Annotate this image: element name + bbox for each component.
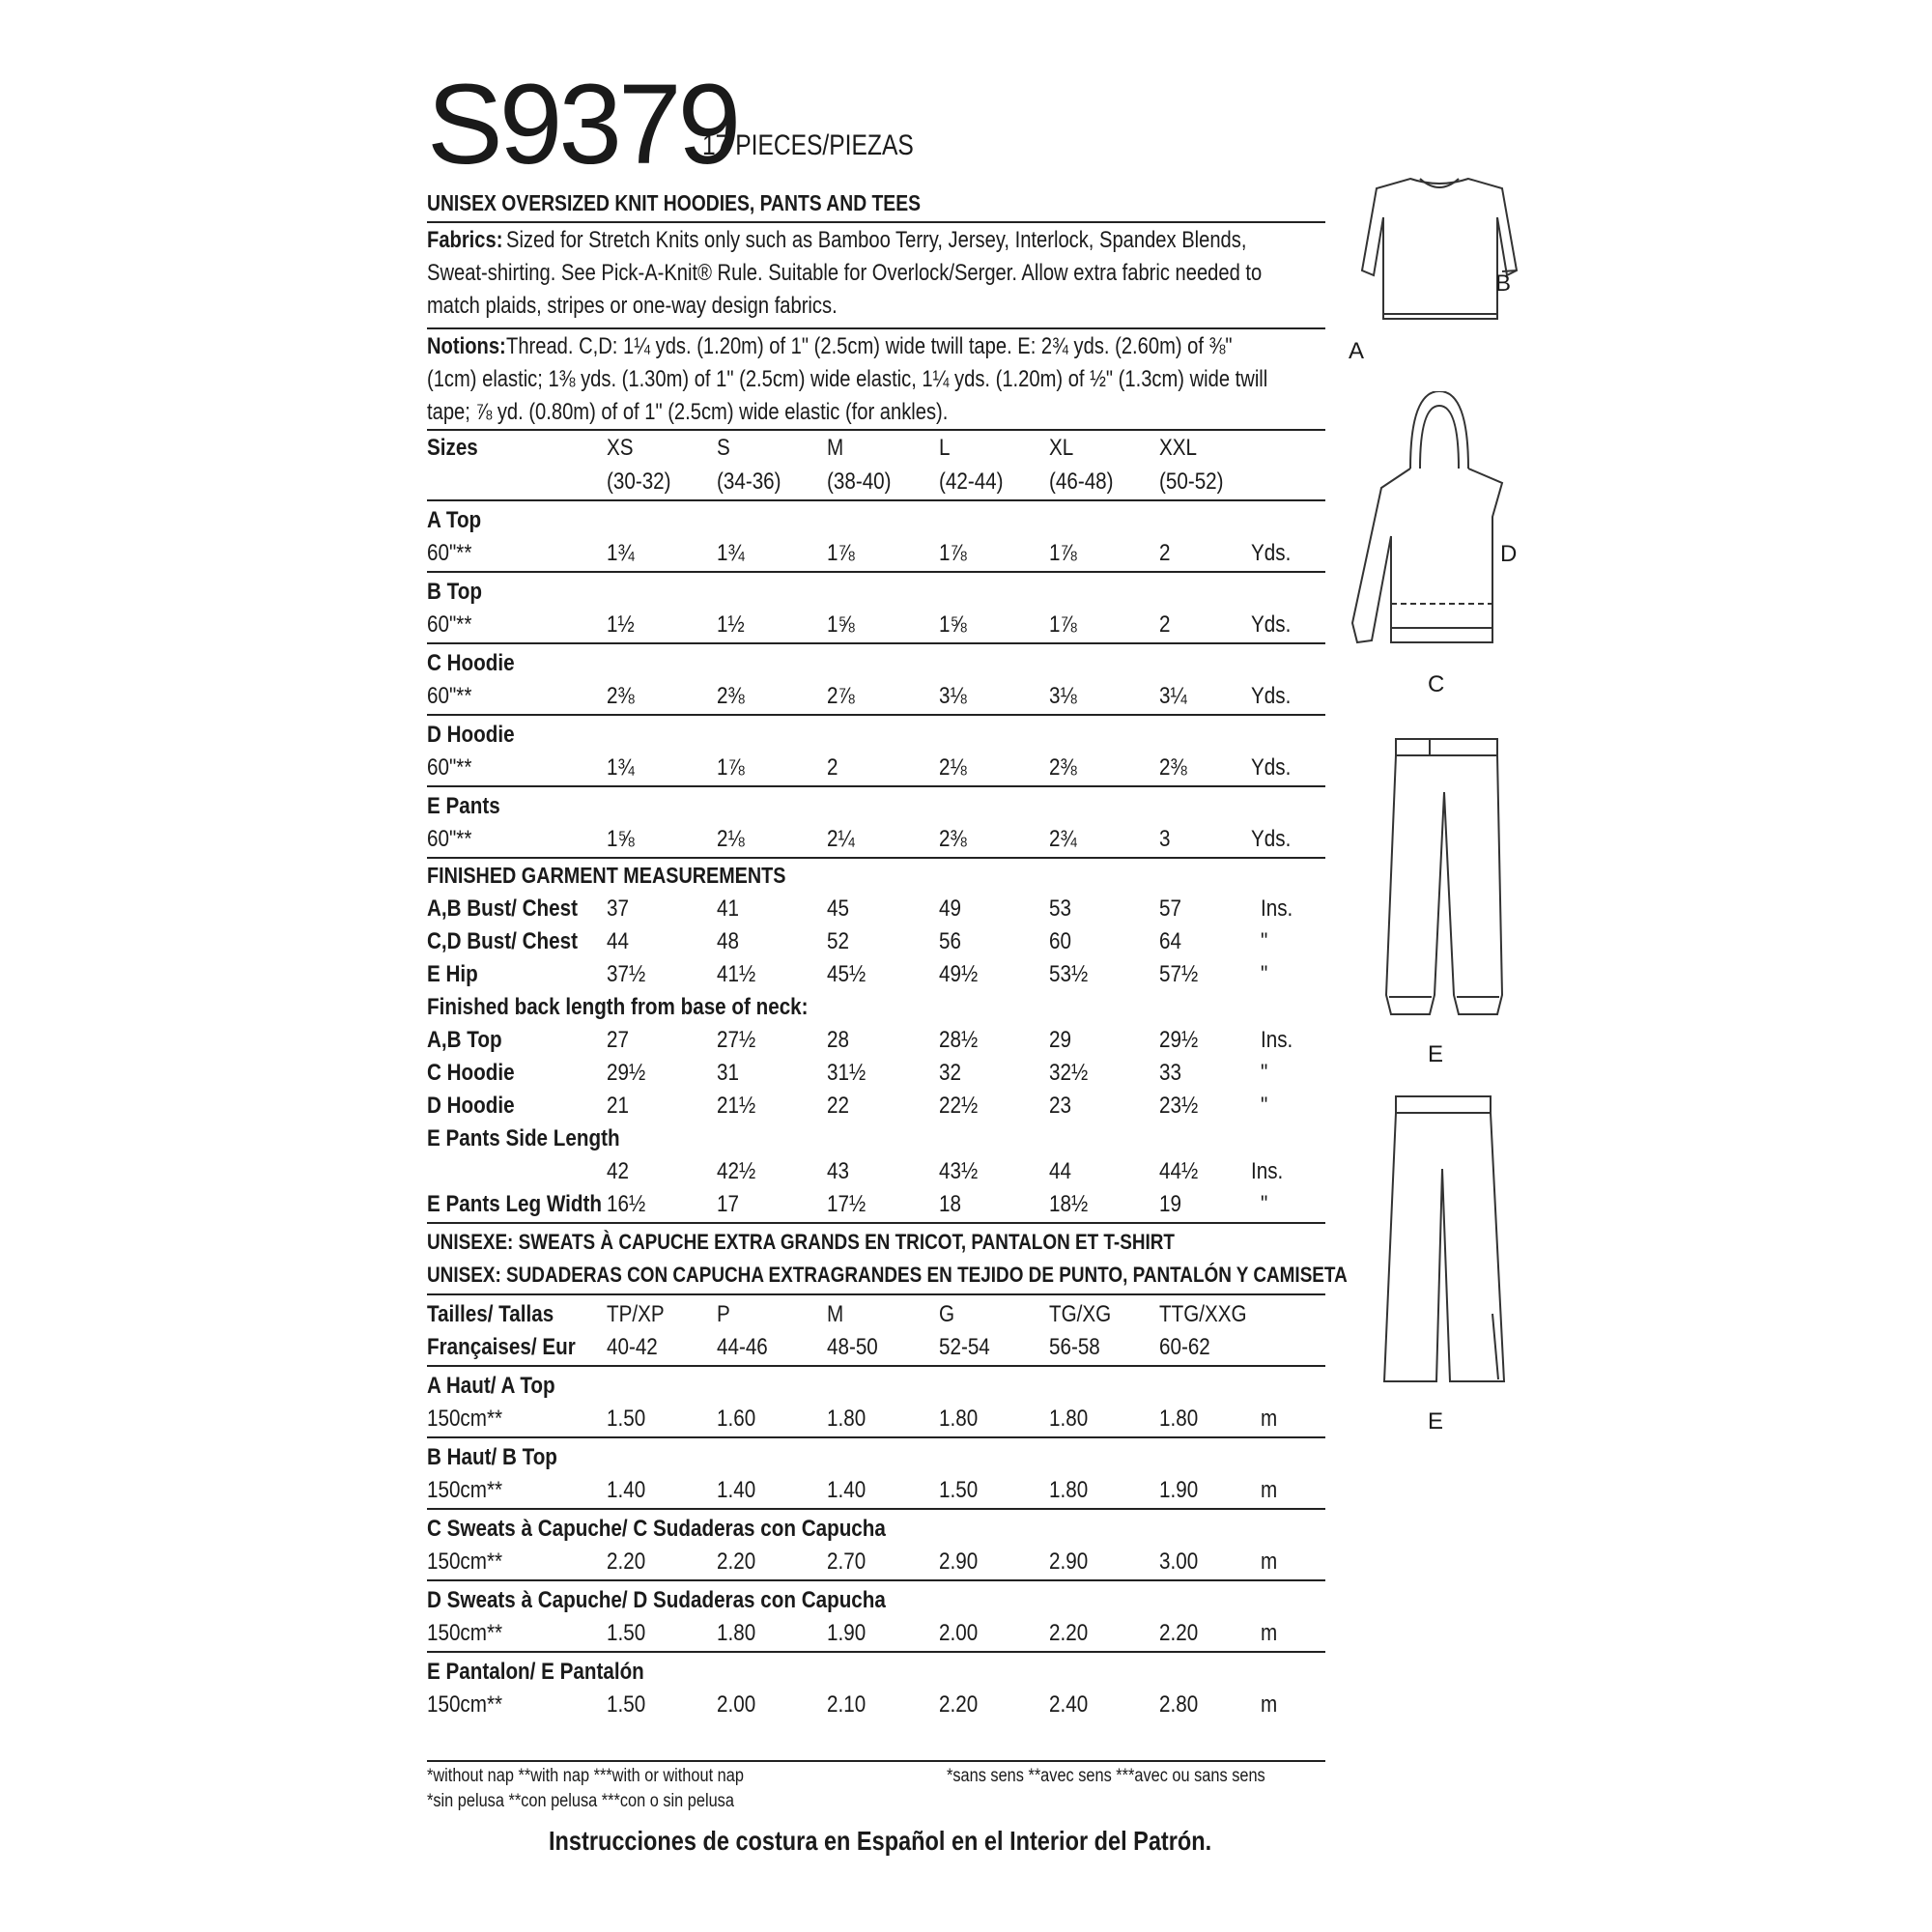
metric-size-range: 44-46 <box>717 1334 768 1360</box>
metric-size-name: M <box>827 1301 844 1327</box>
view-c-label: C <box>1428 671 1445 697</box>
metric-view-label: D Sweats à Capuche/ D Sudaderas con Capucha <box>427 1587 886 1613</box>
metric-yardage-value: 2.20 <box>607 1548 646 1575</box>
fabric-width: 60"** <box>427 611 472 638</box>
measurement-value: 44½ <box>1159 1158 1199 1184</box>
measurement-value: 29½ <box>607 1060 646 1086</box>
metric-yardage-value: 2.40 <box>1049 1691 1089 1718</box>
size-name: S <box>717 435 730 461</box>
measurement-label: C Hoodie <box>427 1060 515 1086</box>
measurement-value: 31½ <box>827 1060 867 1086</box>
metric-size-range: 52-54 <box>939 1334 990 1360</box>
metric-yardage-value: 1.80 <box>827 1406 867 1432</box>
metric-yardage-value: 1.50 <box>939 1477 979 1503</box>
measurement-value: 57 <box>1159 895 1181 922</box>
pattern-code: S9379 <box>427 61 738 188</box>
divider-line <box>427 1760 1325 1762</box>
yardage-value: 1½ <box>717 611 745 638</box>
metric-view-label: B Haut/ B Top <box>427 1444 557 1470</box>
measurement-value: 49 <box>939 895 961 922</box>
unit-label: " <box>1261 1093 1268 1119</box>
view-e-wide-sketch <box>1377 1092 1512 1391</box>
divider-line <box>427 642 1325 644</box>
metric-view-label: A Haut/ A Top <box>427 1373 555 1399</box>
yardage-value: 1⅞ <box>1049 540 1077 566</box>
yardage-value: 1⅝ <box>607 826 635 852</box>
measurement-value: 49½ <box>939 961 979 987</box>
view-e-label-2: E <box>1428 1408 1444 1435</box>
unit-label: " <box>1261 1060 1268 1086</box>
metric-fabric-width: 150cm** <box>427 1620 503 1646</box>
measurement-value: 21 <box>607 1093 629 1119</box>
measurement-value: 17½ <box>827 1191 867 1217</box>
fabric-width: 60"** <box>427 754 472 781</box>
measurement-value: 16½ <box>607 1191 646 1217</box>
metric-fabric-width: 150cm** <box>427 1691 503 1718</box>
leg-width-label: E Pants Leg Width <box>427 1191 603 1217</box>
metric-size-name: G <box>939 1301 955 1327</box>
spanish-title: UNISEX: SUDADERAS CON CAPUCHA EXTRAGRANDES EN TEJIDO DE PUNTO, PANTALÓN Y CAMISETA <box>427 1263 1348 1287</box>
yardage-value: 1⅞ <box>939 540 967 566</box>
yardage-value: 1⅞ <box>717 754 745 781</box>
metric-yardage-value: 2.10 <box>827 1691 867 1718</box>
yardage-value: 1½ <box>607 611 635 638</box>
metric-yardage-value: 2.20 <box>717 1548 756 1575</box>
metric-yardage-value: 2.20 <box>939 1691 979 1718</box>
view-e-jogger-sketch <box>1381 734 1507 1024</box>
metric-yardage-value: 3.00 <box>1159 1548 1199 1575</box>
measurement-value: 44 <box>1049 1158 1071 1184</box>
measurement-value: 43½ <box>939 1158 979 1184</box>
notions-line: tape; ⅞ yd. (0.80m) of of 1" (2.5cm) wide elastic (for ankles). <box>427 399 949 425</box>
metric-sizes-label-2: Françaises/ Eur <box>427 1334 576 1360</box>
size-range: (34-36) <box>717 469 781 495</box>
measurement-value: 42½ <box>717 1158 756 1184</box>
measurement-value: 42 <box>607 1158 629 1184</box>
metric-yardage-value: 2.90 <box>939 1548 979 1575</box>
yardage-value: 2⅛ <box>717 826 745 852</box>
yardage-value: 2⅛ <box>939 754 967 781</box>
fabrics-line: Sized for Stretch Knits only such as Bamboo Terry, Jersey, Interlock, Spandex Blends, <box>506 227 1247 253</box>
divider-line <box>427 1651 1325 1653</box>
measurement-value: 44 <box>607 928 629 954</box>
yardage-value: 2¾ <box>1049 826 1077 852</box>
divider-line <box>427 429 1325 431</box>
metric-size-name: P <box>717 1301 730 1327</box>
metric-size-name: TTG/XXG <box>1159 1301 1247 1327</box>
metric-yardage-value: 1.90 <box>827 1620 867 1646</box>
size-range: (50-52) <box>1159 469 1224 495</box>
fabrics-line: Sweat-shirting. See Pick-A-Knit® Rule. Suitable for Overlock/Serger. Allow extra fabric needed to <box>427 260 1263 286</box>
yardage-value: 3⅛ <box>1049 683 1077 709</box>
measurement-value: 53½ <box>1049 961 1089 987</box>
fabrics-line: match plaids, stripes or one-way design fabrics. <box>427 293 838 319</box>
size-range: (46-48) <box>1049 469 1114 495</box>
yardage-value: 2¼ <box>827 826 855 852</box>
metric-fabric-width: 150cm** <box>427 1477 503 1503</box>
unit-label: m <box>1261 1477 1278 1503</box>
yardage-value: 1¾ <box>717 540 745 566</box>
measurement-value: 33 <box>1159 1060 1181 1086</box>
size-range: (38-40) <box>827 469 892 495</box>
measurement-value: 60 <box>1049 928 1071 954</box>
yardage-value: 2⅜ <box>607 683 635 709</box>
yardage-value: 1⅞ <box>1049 611 1077 638</box>
divider-line <box>427 714 1325 716</box>
unit-label: Ins. <box>1261 895 1293 922</box>
measurement-label: D Hoodie <box>427 1093 515 1119</box>
view-d-label: D <box>1500 541 1518 567</box>
yardage-value: 2⅞ <box>827 683 855 709</box>
metric-size-range: 40-42 <box>607 1334 658 1360</box>
metric-yardage-value: 2.90 <box>1049 1548 1089 1575</box>
view-e-label-1: E <box>1428 1041 1444 1067</box>
unit-label: m <box>1261 1548 1278 1575</box>
measurement-value: 43 <box>827 1158 849 1184</box>
metric-size-range: 48-50 <box>827 1334 878 1360</box>
measurement-label: C,D Bust/ Chest <box>427 928 578 954</box>
metric-yardage-value: 1.80 <box>1159 1406 1199 1432</box>
metric-fabric-width: 150cm** <box>427 1406 503 1432</box>
measurement-value: 56 <box>939 928 961 954</box>
notions-line: (1cm) elastic; 1⅜ yds. (1.30m) of 1" (2.5cm) wide elastic, 1¼ yds. (1.20m) of ½" (1.3cm) wide twill <box>427 366 1268 392</box>
metric-size-range: 60-62 <box>1159 1334 1210 1360</box>
metric-yardage-value: 2.70 <box>827 1548 867 1575</box>
unit-label: Yds. <box>1251 754 1292 781</box>
measurement-value: 29½ <box>1159 1027 1199 1053</box>
size-range: (30-32) <box>607 469 671 495</box>
unit-label: Yds. <box>1251 540 1292 566</box>
metric-yardage-value: 1.40 <box>827 1477 867 1503</box>
measurement-value: 22½ <box>939 1093 979 1119</box>
side-length-label: E Pants Side Length <box>427 1125 620 1151</box>
measurement-value: 41½ <box>717 961 756 987</box>
unit-label: Ins. <box>1251 1158 1284 1184</box>
french-title: UNISEXE: SWEATS À CAPUCHE EXTRA GRANDS EN TRICOT, PANTALON ET T-SHIRT <box>427 1230 1175 1254</box>
metric-yardage-value: 1.80 <box>1049 1406 1089 1432</box>
metric-yardage-value: 1.40 <box>607 1477 646 1503</box>
yardage-value: 3⅛ <box>939 683 967 709</box>
measurement-value: 37½ <box>607 961 646 987</box>
size-name: M <box>827 435 844 461</box>
size-name: XXL <box>1159 435 1198 461</box>
divider-line <box>427 1508 1325 1510</box>
metric-yardage-value: 1.80 <box>1049 1477 1089 1503</box>
size-name: L <box>939 435 951 461</box>
notions-label: Notions: <box>427 333 506 359</box>
measurement-value: 45½ <box>827 961 867 987</box>
unit-label: Yds. <box>1251 683 1292 709</box>
measurement-value: 64 <box>1159 928 1181 954</box>
metric-view-label: E Pantalon/ E Pantalón <box>427 1659 644 1685</box>
yardage-value: 2 <box>827 754 838 781</box>
unit-label: m <box>1261 1691 1278 1718</box>
sizes-label: Sizes <box>427 435 478 461</box>
measurement-value: 48 <box>717 928 739 954</box>
measurement-value: 41 <box>717 895 739 922</box>
divider-line <box>427 785 1325 787</box>
fabrics-label: Fabrics: <box>427 227 503 253</box>
measurement-value: 23 <box>1049 1093 1071 1119</box>
metric-yardage-value: 1.40 <box>717 1477 756 1503</box>
spanish-instructions-note: Instrucciones de costura en Español en el Interior del Patrón. <box>549 1826 1212 1856</box>
divider-line <box>427 1293 1325 1295</box>
yardage-value: 1⅞ <box>827 540 855 566</box>
unit-label: " <box>1261 1191 1268 1217</box>
yardage-value: 1⅝ <box>939 611 967 638</box>
yardage-value: 2 <box>1159 611 1171 638</box>
measurement-label: E Hip <box>427 961 478 987</box>
footnote-french: *sans sens **avec sens ***avec ou sans sens <box>947 1766 1265 1786</box>
divider-line <box>427 1579 1325 1581</box>
divider-line <box>427 857 1325 859</box>
yardage-value: 2 <box>1159 540 1171 566</box>
measurement-value: 18½ <box>1049 1191 1089 1217</box>
metric-view-label: C Sweats à Capuche/ C Sudaderas con Capucha <box>427 1516 886 1542</box>
unit-label: m <box>1261 1620 1278 1646</box>
footnote-spanish: *sin pelusa **con pelusa ***con o sin pelusa <box>427 1791 734 1811</box>
metric-size-name: TP/XP <box>607 1301 665 1327</box>
measurement-value: 29 <box>1049 1027 1071 1053</box>
view-a-b-sketch <box>1343 159 1536 333</box>
measurement-value: 28½ <box>939 1027 979 1053</box>
metric-yardage-value: 2.80 <box>1159 1691 1199 1718</box>
measurement-value: 27 <box>607 1027 629 1053</box>
pattern-title: UNISEX OVERSIZED KNIT HOODIES, PANTS AND TEES <box>427 190 921 215</box>
metric-yardage-value: 2.20 <box>1049 1620 1089 1646</box>
metric-yardage-value: 1.90 <box>1159 1477 1199 1503</box>
measurement-value: 57½ <box>1159 961 1199 987</box>
fabric-width: 60"** <box>427 826 472 852</box>
metric-yardage-value: 1.50 <box>607 1406 646 1432</box>
notions-line: Thread. C,D: 1¼ yds. (1.20m) of 1" (2.5cm) wide twill tape. E: 2¾ yds. (2.60m) of ⅜" <box>506 333 1233 359</box>
measurement-value: 52 <box>827 928 849 954</box>
size-range: (42-44) <box>939 469 1004 495</box>
measurement-value: 19 <box>1159 1191 1181 1217</box>
view-label: A Top <box>427 507 482 533</box>
measurement-value: 32 <box>939 1060 961 1086</box>
measurement-value: 23½ <box>1159 1093 1199 1119</box>
measurement-label: A,B Bust/ Chest <box>427 895 578 922</box>
unit-label: " <box>1261 961 1268 987</box>
metric-yardage-value: 2.20 <box>1159 1620 1199 1646</box>
view-b-label: B <box>1495 270 1512 297</box>
footnote-english: *without nap **with nap ***with or without nap <box>427 1766 744 1786</box>
metric-yardage-value: 1.80 <box>717 1620 756 1646</box>
yardage-value: 2⅜ <box>1049 754 1077 781</box>
measurement-value: 37 <box>607 895 629 922</box>
metric-sizes-label: Tailles/ Tallas <box>427 1301 554 1327</box>
yardage-value: 1¾ <box>607 540 635 566</box>
yardage-value: 2⅜ <box>717 683 745 709</box>
unit-label: " <box>1261 928 1268 954</box>
yardage-value: 3 <box>1159 826 1171 852</box>
yardage-value: 2⅜ <box>1159 754 1187 781</box>
yardage-value: 2⅜ <box>939 826 967 852</box>
measurement-value: 53 <box>1049 895 1071 922</box>
divider-line <box>427 499 1325 501</box>
yardage-value: 1¾ <box>607 754 635 781</box>
view-label: D Hoodie <box>427 722 515 748</box>
measurement-value: 31 <box>717 1060 739 1086</box>
metric-fabric-width: 150cm** <box>427 1548 503 1575</box>
metric-size-name: TG/XG <box>1049 1301 1112 1327</box>
finished-heading: FINISHED GARMENT MEASUREMENTS <box>427 863 786 888</box>
yardage-value: 1⅝ <box>827 611 855 638</box>
metric-yardage-value: 1.50 <box>607 1691 646 1718</box>
metric-yardage-value: 1.50 <box>607 1620 646 1646</box>
measurement-value: 32½ <box>1049 1060 1089 1086</box>
view-label: C Hoodie <box>427 650 515 676</box>
piece-count: 17 PIECES/PIEZAS <box>702 129 914 161</box>
view-label: E Pants <box>427 793 500 819</box>
yardage-value: 3¼ <box>1159 683 1187 709</box>
unit-label: Yds. <box>1251 611 1292 638</box>
size-name: XL <box>1049 435 1074 461</box>
divider-line <box>427 327 1325 329</box>
measurement-label: A,B Top <box>427 1027 502 1053</box>
divider-line <box>427 1222 1325 1224</box>
measurement-value: 28 <box>827 1027 849 1053</box>
measurement-value: 18 <box>939 1191 961 1217</box>
metric-yardage-value: 2.00 <box>939 1620 979 1646</box>
metric-yardage-value: 1.60 <box>717 1406 756 1432</box>
view-c-d-sketch <box>1338 391 1541 662</box>
divider-line <box>427 1365 1325 1367</box>
view-a-label: A <box>1349 338 1365 364</box>
measurement-value: 21½ <box>717 1093 756 1119</box>
view-label: B Top <box>427 579 482 605</box>
unit-label: m <box>1261 1406 1278 1432</box>
measurement-value: 17 <box>717 1191 739 1217</box>
measurement-value: 45 <box>827 895 849 922</box>
divider-line <box>427 1436 1325 1438</box>
metric-yardage-value: 2.00 <box>717 1691 756 1718</box>
metric-size-range: 56-58 <box>1049 1334 1100 1360</box>
metric-yardage-value: 1.80 <box>939 1406 979 1432</box>
fabric-width: 60"** <box>427 683 472 709</box>
back-length-label: Finished back length from base of neck: <box>427 994 809 1020</box>
unit-label: Ins. <box>1261 1027 1293 1053</box>
unit-label: Yds. <box>1251 826 1292 852</box>
fabric-width: 60"** <box>427 540 472 566</box>
measurement-value: 22 <box>827 1093 849 1119</box>
size-name: XS <box>607 435 634 461</box>
divider-line <box>427 221 1325 223</box>
measurement-value: 27½ <box>717 1027 756 1053</box>
divider-line <box>427 571 1325 573</box>
